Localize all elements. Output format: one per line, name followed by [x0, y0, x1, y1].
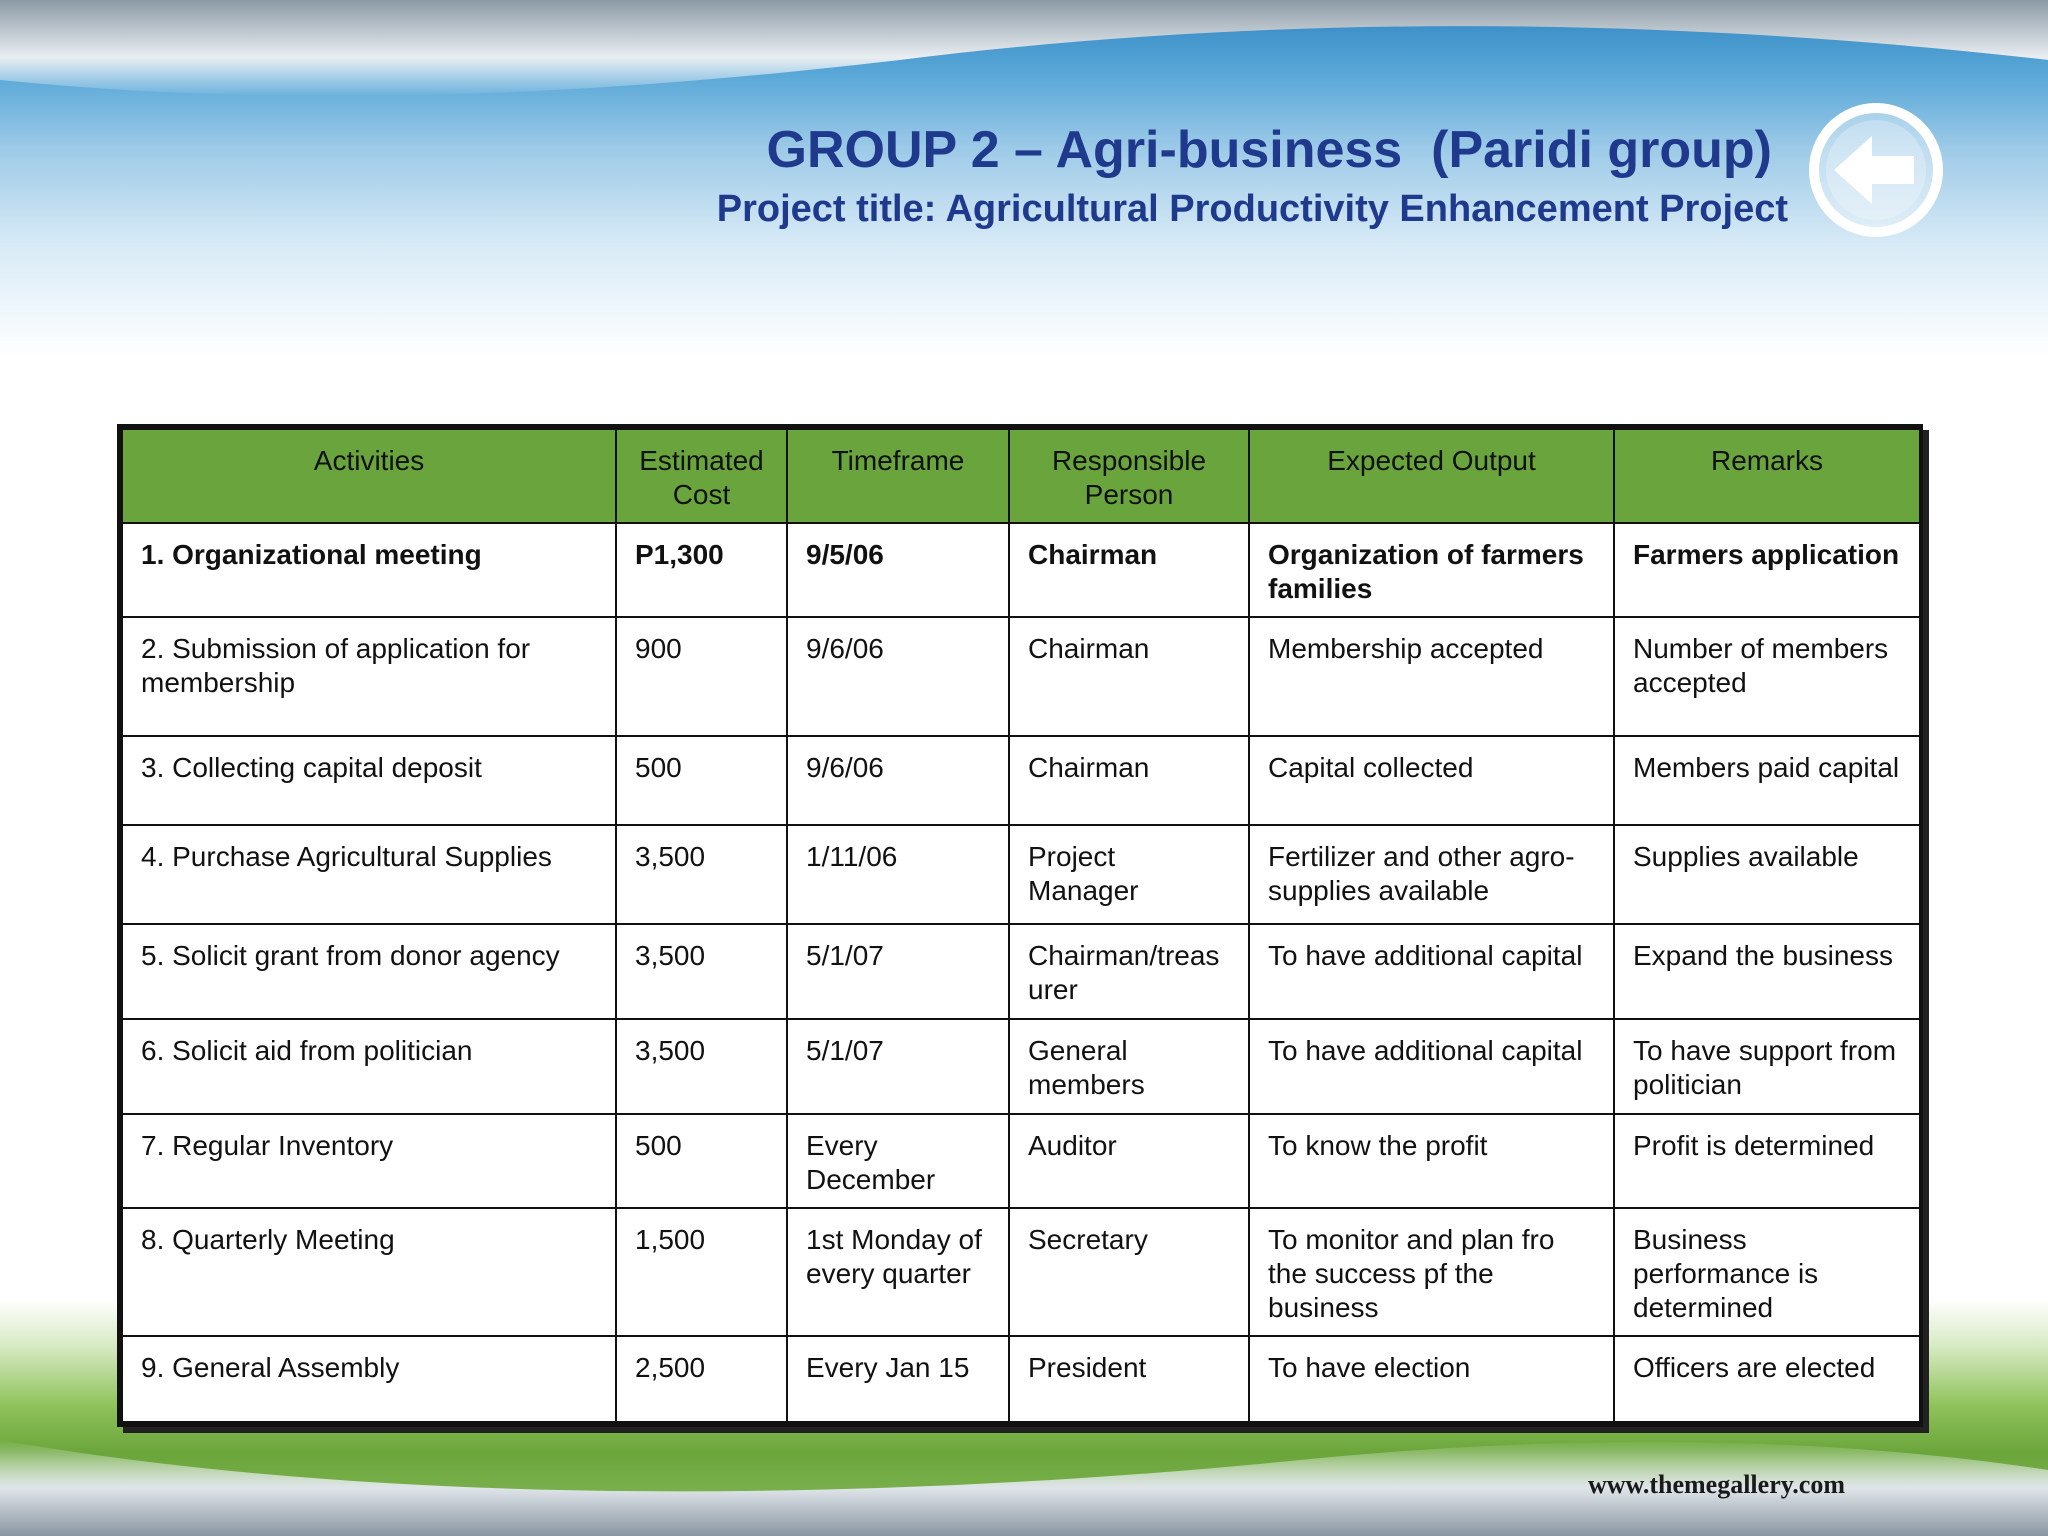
cell-person: Chairman — [1009, 523, 1249, 617]
cell-person: Chairman/treasurer — [1009, 924, 1249, 1019]
cell-remarks: Expand the business — [1614, 924, 1920, 1019]
cell-activity: 6. Solicit aid from politician — [122, 1019, 616, 1114]
table-header-row — [122, 429, 1920, 523]
cell-timeframe: 9/5/06 — [787, 523, 1009, 617]
cell-remarks: Members paid capital — [1614, 736, 1920, 825]
cell-cost: 3,500 — [616, 825, 787, 924]
col-header-expected-output: Expected Output — [1249, 429, 1614, 523]
back-button[interactable] — [1806, 100, 1946, 240]
col-header-remarks: Remarks — [1614, 429, 1920, 523]
table-row — [122, 1208, 1920, 1336]
cell-timeframe: 1st Monday of every quarter — [787, 1208, 1009, 1336]
cell-output: To have election — [1249, 1336, 1614, 1422]
cell-cost: 500 — [616, 1114, 787, 1208]
cell-activity: 9. General Assembly — [122, 1336, 616, 1422]
cell-cost: 1,500 — [616, 1208, 787, 1336]
cell-person: President — [1009, 1336, 1249, 1422]
cell-person: Chairman — [1009, 736, 1249, 825]
cell-activity: 7. Regular Inventory — [122, 1114, 616, 1208]
cell-remarks: Number of members accepted — [1614, 617, 1920, 736]
col-header-responsible-person: Responsible Person — [1009, 429, 1249, 523]
cell-activity: 5. Solicit grant from donor agency — [122, 924, 616, 1019]
cell-timeframe: 9/6/06 — [787, 736, 1009, 825]
cell-output: To have additional capital — [1249, 924, 1614, 1019]
activities-table — [117, 424, 1923, 1427]
table-row — [122, 1336, 1920, 1422]
cell-output: To monitor and plan fro the success pf the business — [1249, 1208, 1614, 1336]
cell-activity: 3. Collecting capital deposit — [122, 736, 616, 825]
cell-timeframe: 9/6/06 — [787, 617, 1009, 736]
cell-remarks: Business performance is determined — [1614, 1208, 1920, 1336]
page-title: GROUP 2 – Agri-business (Paridi group) — [766, 121, 1772, 179]
col-header-activities: Activities — [122, 429, 616, 523]
cell-timeframe: 1/11/06 — [787, 825, 1009, 924]
cell-timeframe: Every December — [787, 1114, 1009, 1208]
table-row — [122, 617, 1920, 736]
cell-person: Project Manager — [1009, 825, 1249, 924]
cell-remarks: Officers are elected — [1614, 1336, 1920, 1422]
col-header-timeframe: Timeframe — [787, 429, 1009, 523]
cell-remarks: To have support from politician — [1614, 1019, 1920, 1114]
arrow-left-icon — [1806, 100, 1946, 240]
cell-output: Membership accepted — [1249, 617, 1614, 736]
cell-activity: 4. Purchase Agricultural Supplies — [122, 825, 616, 924]
cell-person: Chairman — [1009, 617, 1249, 736]
cell-cost: 500 — [616, 736, 787, 825]
table-row — [122, 1019, 1920, 1114]
cell-remarks: Supplies available — [1614, 825, 1920, 924]
cell-remarks: Farmers application — [1614, 523, 1920, 617]
cell-activity: 8. Quarterly Meeting — [122, 1208, 616, 1336]
table-row — [122, 1114, 1920, 1208]
cell-activity: 2. Submission of application for membership — [122, 617, 616, 736]
table-row — [122, 523, 1920, 617]
page-subtitle: Project title: Agricultural Productivity Enhancement Project — [716, 188, 1788, 230]
cell-output: Fertilizer and other agro-supplies available — [1249, 825, 1614, 924]
cell-remarks: Profit is determined — [1614, 1114, 1920, 1208]
cell-cost: 900 — [616, 617, 787, 736]
cell-cost: 2,500 — [616, 1336, 787, 1422]
table-row — [122, 924, 1920, 1019]
cell-timeframe: 5/1/07 — [787, 924, 1009, 1019]
cell-cost: 3,500 — [616, 1019, 787, 1114]
cell-output: Organization of farmers families — [1249, 523, 1614, 617]
cell-output: Capital collected — [1249, 736, 1614, 825]
cell-person: Secretary — [1009, 1208, 1249, 1336]
cell-timeframe: 5/1/07 — [787, 1019, 1009, 1114]
cell-timeframe: Every Jan 15 — [787, 1336, 1009, 1422]
col-header-estimated-cost: Estimated Cost — [616, 429, 787, 523]
cell-output: To know the profit — [1249, 1114, 1614, 1208]
cell-output: To have additional capital — [1249, 1019, 1614, 1114]
cell-cost: 3,500 — [616, 924, 787, 1019]
footer-website: www.themegallery.com — [1587, 1470, 1845, 1499]
table-row — [122, 736, 1920, 825]
table-row — [122, 825, 1920, 924]
cell-person: General members — [1009, 1019, 1249, 1114]
cell-cost: P1,300 — [616, 523, 787, 617]
cell-person: Auditor — [1009, 1114, 1249, 1208]
cell-activity: 1. Organizational meeting — [122, 523, 616, 617]
